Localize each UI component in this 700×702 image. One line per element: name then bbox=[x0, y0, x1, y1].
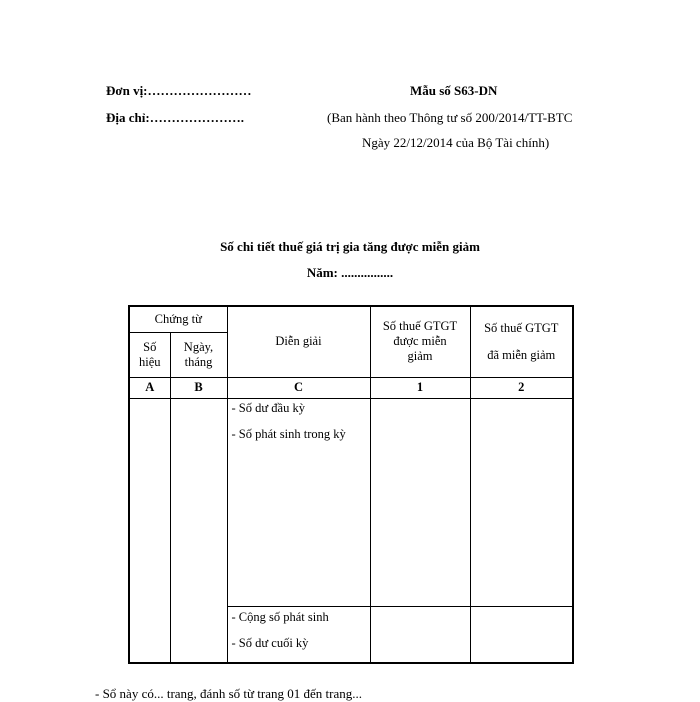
body-cell-description-top bbox=[227, 398, 370, 606]
vat-reduced-header-line-2: đã miễn giảm bbox=[487, 347, 556, 362]
address-label: Địa chỉ:…………………. bbox=[106, 110, 244, 125]
body-cell-vat-reduced-bottom bbox=[470, 606, 573, 663]
voucher-date-header bbox=[170, 332, 227, 377]
header-row-1 bbox=[129, 306, 573, 332]
voucher-number-header-line-2: hiệu bbox=[138, 354, 161, 369]
body-cell-vat-reduced-top bbox=[470, 398, 573, 606]
body-cell-description-bottom bbox=[227, 606, 370, 663]
column-code-b: B bbox=[170, 377, 227, 398]
closing-balance-label: - Số dư cuối kỳ bbox=[231, 635, 309, 650]
period-arising-label: - Số phát sinh trong kỳ bbox=[231, 426, 346, 441]
body-cell-date bbox=[170, 398, 227, 663]
opening-balance-label: - Số dư đầu kỳ bbox=[231, 400, 305, 415]
year-label: Năm: ................ bbox=[306, 265, 394, 280]
body-cell-vat-exempt-bottom bbox=[370, 606, 470, 663]
description-header: Diễn giải bbox=[227, 306, 370, 377]
vat-reduced-header bbox=[470, 306, 573, 377]
vat-exempt-header bbox=[370, 306, 470, 377]
column-code-a: A bbox=[129, 377, 170, 398]
column-code-1: 1 bbox=[370, 377, 470, 398]
issued-line-2: Ngày 22/12/2014 của Bộ Tài chính) bbox=[362, 135, 550, 150]
footer-note: - Sổ này có... trang, đánh số từ trang 01 đến trang... bbox=[95, 686, 362, 701]
vat-reduced-header-line-1: Số thuế GTGT bbox=[484, 320, 559, 335]
vat-exempt-header-line-1: Số thuế GTGT bbox=[382, 319, 458, 334]
column-code-row bbox=[129, 377, 573, 398]
vat-detail-table bbox=[128, 305, 574, 664]
vat-exempt-header-line-2: được miễn bbox=[393, 334, 447, 349]
voucher-date-header-line-2: tháng bbox=[184, 354, 213, 369]
issued-line-1: (Ban hành theo Thông tư số 200/2014/TT-BTC bbox=[327, 110, 573, 125]
unit-label: Đơn vị:…………………… bbox=[106, 83, 252, 98]
body-cell-number bbox=[129, 398, 170, 663]
total-arising-label: - Cộng số phát sinh bbox=[231, 609, 329, 624]
document-title: Số chi tiết thuế giá trị gia tăng được miễn giảm bbox=[220, 239, 480, 254]
body-row bbox=[129, 398, 573, 606]
voucher-group-header: Chứng từ bbox=[129, 306, 227, 332]
voucher-number-header bbox=[129, 332, 170, 377]
form-number: Mẫu số S63-DN bbox=[410, 83, 498, 98]
vat-exempt-header-line-3: giảm bbox=[407, 349, 433, 364]
voucher-number-header-line-1: Số bbox=[143, 339, 157, 354]
voucher-date-header-line-1: Ngày, bbox=[183, 339, 214, 354]
column-code-2: 2 bbox=[470, 377, 573, 398]
column-code-c: C bbox=[227, 377, 370, 398]
body-cell-vat-exempt-top bbox=[370, 398, 470, 606]
